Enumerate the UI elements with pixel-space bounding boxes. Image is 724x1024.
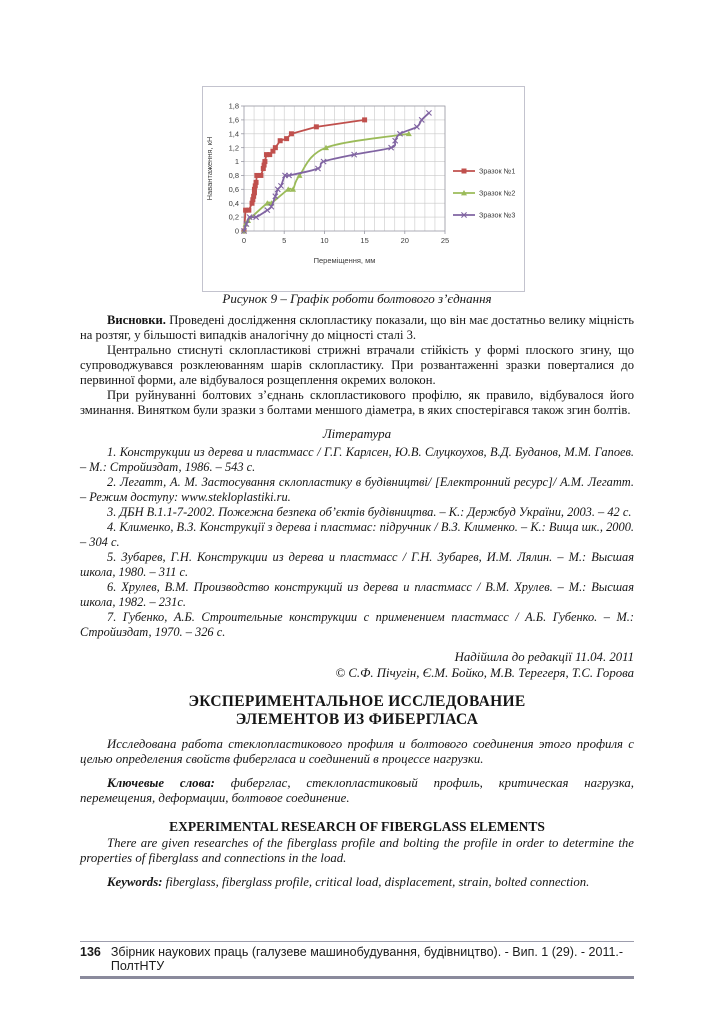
en-keywords [80,875,634,890]
svg-text:1,8: 1,8 [228,101,239,111]
svg-text:25: 25 [440,236,450,245]
page-footer [80,941,634,979]
conclusions-paragraph-2: Центрально стиснуті склопластикові стрижні втрачали стійкість у формі плоского згину, що супроводжувався розклеюванням шарів склопластику. При розвантаженні зразки поверталися до первинної форми, але відбувалося розщеплення окремих волокон. [80,343,634,387]
reference-item-5: 5. Зубарев, Г.Н. Конструкции из дерева и пластмасс / Г.Н. Зубарев, И.М. Лялин. – М.: Высшая школа, 1980. – 311 с. [80,550,634,579]
svg-text:15: 15 [360,236,369,245]
ru-keywords-text: фиберглас, стеклопластиковый профиль, критическая нагрузка, перемещения, деформации, болтовое соединение. [80,776,634,805]
conclusions-lead: Висновки. [107,313,166,327]
conclusions-paragraph-1 [80,313,634,343]
svg-text:Зразок №3: Зразок №3 [479,210,516,220]
svg-text:0,6: 0,6 [228,184,239,194]
reference-item-2: 2. Легатт, А. М. Застосування склопластику в будівництві/ [Електронний ресурс]/ А.М. Легатт. – Режим доступу: www.stekloplastiki.ru. [80,475,634,504]
en-article-title: EXPERIMENTAL RESEARCH OF FIBERGLASS ELEMENTS [169,819,545,834]
page-number: 136 [80,945,101,959]
reference-item-7: 7. Губенко, А.Б. Строительные конструкции с применением пластмасс / А.Б. Губенко. – М.: Стройиздат, 1970. – 326 с. [80,610,634,639]
svg-text:1,4: 1,4 [228,129,239,139]
footer-journal-title: Збірник наукових праць (галузеве машинобудування, будівництво). - Вип. 1 (29). - 2011.-ПолтНТУ [110,945,624,973]
svg-text:1,2: 1,2 [228,143,239,153]
ru-abstract: Исследована работа стеклопластикового профиля и болтового соединения этого профиля с целью определения свойств фибергласа и соединений в процессе нагрузки. [80,737,634,766]
literature-heading: Література [322,426,392,441]
figure-chart [202,86,525,292]
svg-text:0,2: 0,2 [228,212,239,222]
article-body [80,313,634,890]
svg-text:0,4: 0,4 [228,198,239,208]
ru-title-line-2: ЭЛЕМЕНТОВ ИЗ ФИБЕРГЛАСА [235,711,479,728]
reference-item-3: 3. ДБН В.1.1-7-2002. Пожежна безпека об’єктів будівництва. – К.: Держбуд України, 2003. – 42 с. [107,505,632,519]
svg-text:Переміщення, мм: Переміщення, мм [313,256,376,265]
conclusions-paragraph-3: При руйнуванні болтових з’єднань склопластикового профілю, як правило, відбувалося його зминання. Винятком були зразки з болтами меншого діаметра, в яких спостерігався також згин болтів. [80,388,634,417]
copyright-line: © С.Ф. Пічугін, Є.М. Бойко, М.В. Терегеря, Т.С. Горова [335,666,634,680]
ru-article-title [80,693,634,729]
svg-text:1,6: 1,6 [228,115,239,125]
svg-text:0,8: 0,8 [228,171,239,181]
reference-item-1: 1. Конструкции из дерева и пластмасс / Г.Г. Карлсен, Ю.В. Слуцкоухов, В.Д. Буданов, М.М. Гапоев. – М.: Стройиздат, 1986. – 543 с. [80,445,634,474]
reference-item-6: 6. Хрулев, В.М. Производство конструкций из дерева и пластмасс / В.М. Хрулев. – М.: Высшая школа, 1982. – 231с. [80,580,634,609]
svg-text:0: 0 [241,236,247,245]
svg-text:1: 1 [234,157,239,167]
en-keywords-label: Keywords: [107,875,163,889]
svg-text:Зразок №1: Зразок №1 [479,166,516,176]
svg-text:Навантаження, кН: Навантаження, кН [205,136,214,201]
svg-text:20: 20 [400,236,409,245]
reference-item-4: 4. Клименко, В.З. Конструкції з дерева і пластмас: підручник / В.З. Клименко. – К.: Вища шк., 2000. – 304 с. [80,520,634,549]
svg-text:10: 10 [320,236,329,245]
svg-text:0: 0 [234,226,239,236]
conclusions-text-1: Проведені дослідження склопластику показали, що він має достатньо велику міцність на розтяг, у більшості випадків аналогічну до міцності сталі 3. [80,313,634,342]
ru-keywords-label: Ключевые слова: [107,776,215,790]
received-date: Надійшла до редакції 11.04. 2011 [454,650,634,664]
ru-keywords [80,776,634,806]
svg-text:5: 5 [282,236,287,245]
en-abstract: There are given researches of the fiberglass profile and bolting the profile in order to determine the properties of fiberglass and connections in the load. [80,836,634,865]
ru-title-line-1: ЭКСПЕРИМЕНТАЛЬНОЕ ИССЛЕДОВАНИЕ [188,693,526,710]
svg-text:Зразок №2: Зразок №2 [479,188,516,198]
en-keywords-text: fiberglass, fiberglass profile, critical load, displacement, strain, bolted connection. [162,875,590,889]
figure-caption: Рисунок 9 – Графік роботи болтового з’єднання [222,291,492,306]
figure-chart-svg [203,87,524,291]
